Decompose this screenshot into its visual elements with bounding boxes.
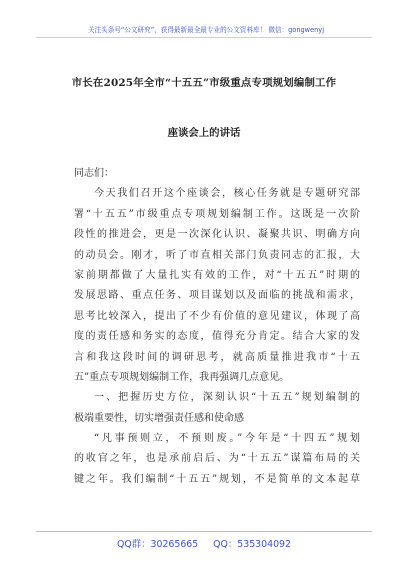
body-line: 的动员会。刚才，听了市直相关部门负责同志的汇报，大 bbox=[74, 249, 360, 261]
footer-qq: QQ：535304092 bbox=[213, 539, 291, 550]
body-line: 家前期都做了大量扎实有效的工作，对“十五五”时期的 bbox=[74, 269, 360, 281]
document-body bbox=[74, 164, 360, 490]
body-line: 今天我们召开这个座谈会，核心任务就是专题研究部 bbox=[94, 188, 360, 200]
section-heading-line: 一、把握历史方位，深刻认识“十五五”规划编制的 bbox=[94, 392, 360, 404]
footer-qq-group: QQ群：30265665 bbox=[117, 539, 199, 550]
footer-contacts bbox=[0, 536, 408, 550]
body-line: 发展思路、重点任务、项目谋划以及面临的挑战和需求， bbox=[74, 290, 360, 302]
body-line: “凡事预则立，不预则废。”今年是“十四五”规划 bbox=[94, 433, 360, 445]
body-line: 键之年。我们编制“十五五”规划，不是简单的文本起草 bbox=[74, 473, 360, 485]
body-line: 五”重点专项规划编制工作，我再强调几点意见。 bbox=[74, 371, 290, 383]
document-subtitle: 座谈会上的讲话 bbox=[167, 127, 241, 139]
body-line: 署“十五五”市级重点专项规划编制工作。这既是一次阶 bbox=[74, 208, 360, 220]
body-line: 段性的推进会，更是一次深化认识、凝聚共识、明确方向 bbox=[74, 229, 360, 241]
salutation: 同志们： bbox=[74, 168, 114, 179]
footer-divider bbox=[36, 531, 372, 532]
header-divider bbox=[36, 37, 372, 38]
promo-banner: 关注头条号“公文研究”，获得最新最全最专业的公文资料库！ 微信：gongwenyj bbox=[87, 26, 325, 34]
document-title: 市长在2025年全市“十五五”市级重点专项规划编制工作 bbox=[71, 77, 337, 89]
body-line: 思考比较深入，提出了不少有价值的意见建议，体现了高 bbox=[74, 310, 360, 322]
section-heading-line: 极端重要性，切实增强责任感和使命感 bbox=[74, 412, 244, 424]
body-line: 的收官之年，也是承前启后、为“十五五”谋篇布局的关 bbox=[74, 453, 360, 465]
body-line: 言和我这段时间的调研思考，就高质量推进我市“十五 bbox=[74, 351, 360, 363]
body-line: 度的责任感和务实的态度，值得充分肯定。结合大家的发 bbox=[74, 331, 360, 343]
